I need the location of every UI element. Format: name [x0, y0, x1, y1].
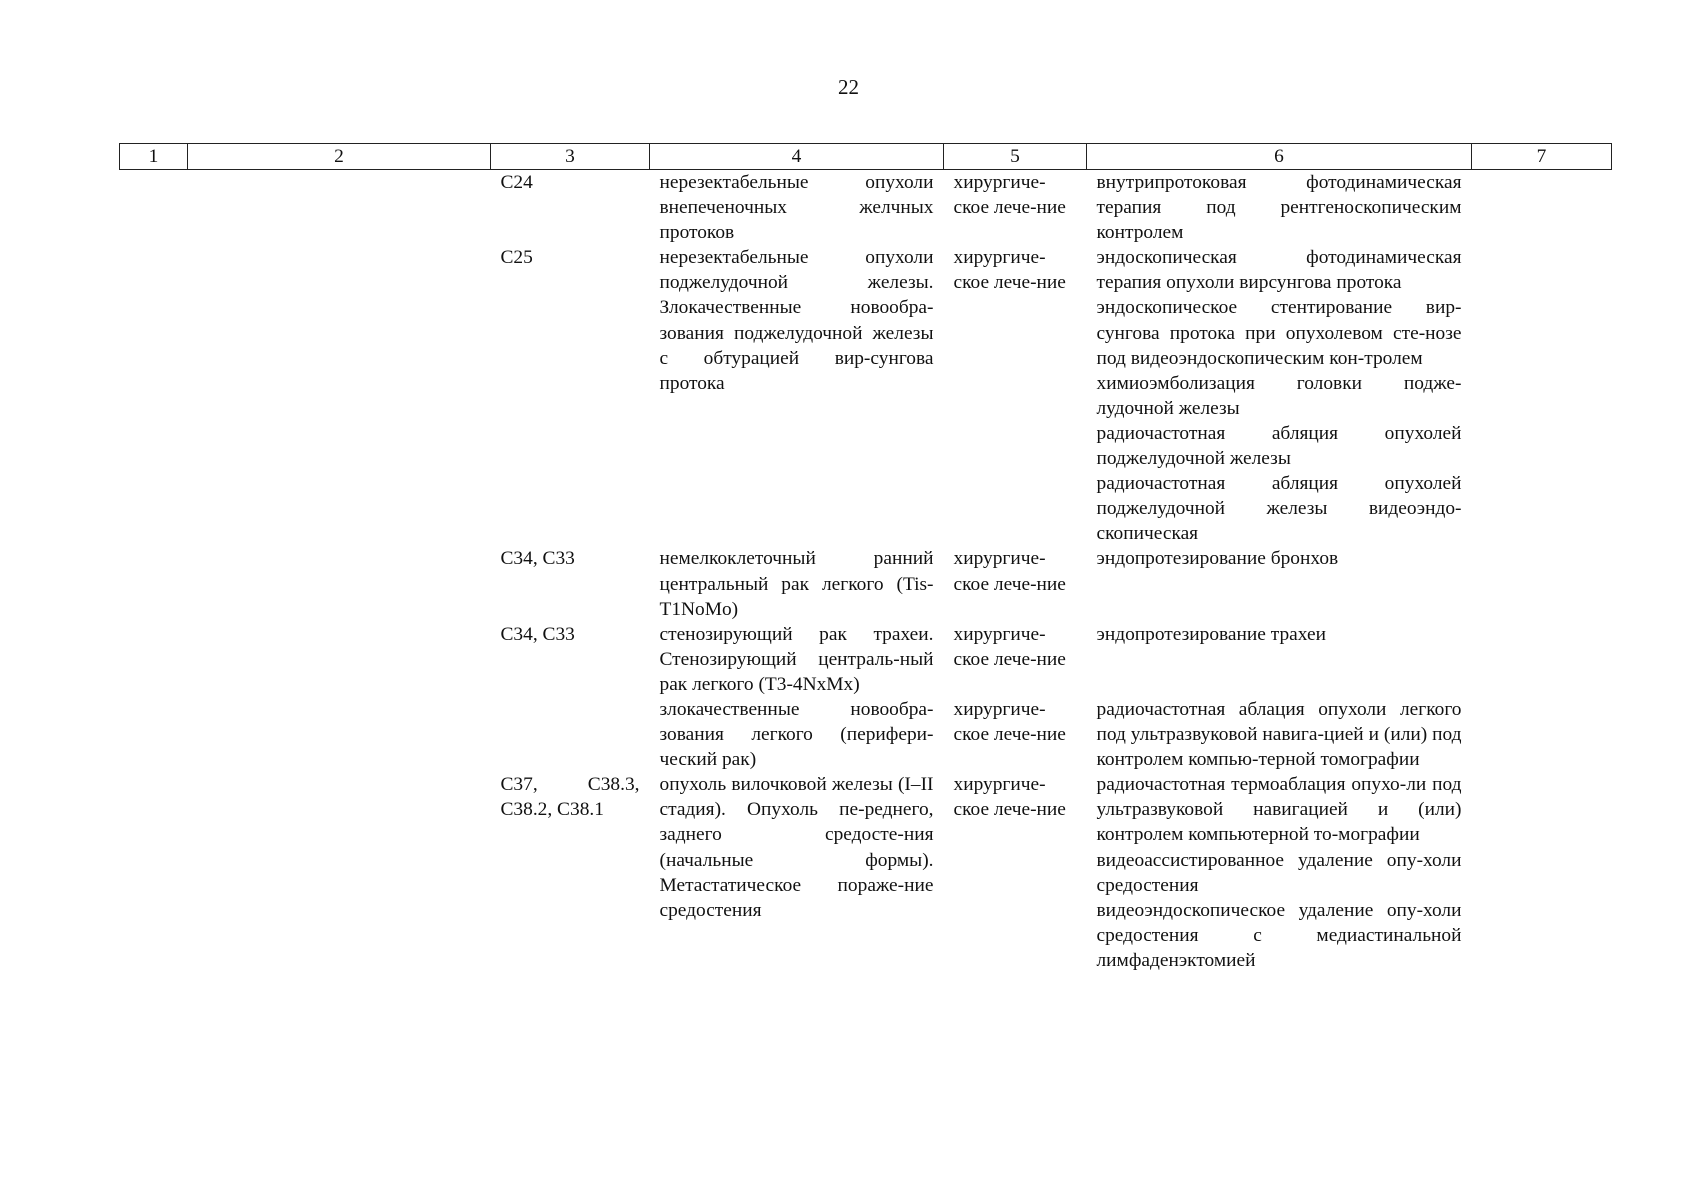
column-header-1: 1 [120, 144, 188, 170]
treatment-method-item: эндопротезирование бронхов [1096, 548, 1339, 570]
column-header-3: 3 [491, 144, 650, 170]
column-header-6: 6 [1087, 144, 1472, 170]
treatment-type-cell: хирургиче-ское лече-ние [953, 172, 1066, 219]
disease-model-cell: немелкоклеточный ранний центральный рак легкого (Tis-T1NoMo) [659, 548, 934, 620]
medical-procedures-table [119, 143, 1612, 973]
diagnosis-code-cell [491, 772, 650, 973]
table-row [120, 772, 1612, 973]
diagnosis-code-cell: С24 [500, 172, 533, 193]
treatment-method-cell [1087, 245, 1472, 546]
column-header-5: 5 [944, 144, 1087, 170]
treatment-method-item: эндоскопическое стентирование вир-сунгова протока при опухолевом сте-нозе под видеоэндоскопическим кон-тролем [1096, 297, 1462, 369]
diagnosis-code-cell: С34, С33 [500, 623, 575, 645]
diagnosis-code-cell [491, 697, 650, 772]
table-row [120, 622, 1612, 697]
table-row [120, 697, 1612, 772]
treatment-method-cell [1087, 697, 1472, 772]
diagnosis-code-cell: С34, С33 [500, 548, 575, 570]
treatment-method-cell [1087, 772, 1472, 973]
diagnosis-code: С37, [500, 774, 538, 796]
diagnosis-code-cell: С25 [500, 247, 533, 269]
disease-model-cell: нерезектабельные опухоли поджелудочной железы. Злокачественные новообра-зования поджелудочной железы с обтурацией вир-сунгова протока [659, 247, 934, 394]
treatment-method-cell [1087, 546, 1472, 621]
treatment-type-cell: хирургиче-ское лече-ние [953, 247, 1066, 294]
treatment-method-item: химиоэмболизация головки подже-лудочной железы [1096, 372, 1462, 419]
column-header-2: 2 [188, 144, 491, 170]
treatment-method-item: радиочастотная термоаблация опухо-ли под ультразвуковой навигацией и (или) контролем компьютерной то-мографии [1096, 774, 1462, 846]
column-header-4: 4 [650, 144, 944, 170]
treatment-type-cell: хирургиче-ское лече-ние [953, 698, 1066, 746]
treatment-method-item: радиочастотная абляция опухолей поджелудочной железы [1096, 422, 1462, 470]
treatment-method-item: видеоассистированное удаление опу-холи средостения [1096, 849, 1462, 896]
diagnosis-code: С38.3, [587, 774, 640, 796]
diagnosis-code: С38.2, С38.1 [500, 799, 604, 821]
treatment-method-item: радиочастотная абляция опухолей поджелудочной железы видеоэндо-скопическая [1096, 473, 1462, 545]
table-row [120, 170, 1612, 246]
treatment-type-cell: хирургиче-ское лече-ние [953, 623, 1066, 670]
table-header-row [120, 144, 1612, 170]
disease-model-cell: нерезектабельные опухоли внепеченочных желчных протоков [659, 172, 934, 244]
treatment-method-cell [1087, 622, 1472, 697]
table-row [120, 546, 1612, 621]
treatment-method-item: эндоскопическая фотодинамическая терапия опухоли вирсунгова протока [1096, 247, 1462, 294]
treatment-method-item: видеоэндоскопическое удаление опу-холи средостения с медиастинальной лимфаденэктомией [1096, 899, 1462, 971]
treatment-method-item: внутрипротоковая фотодинамическая терапия под рентгеноскопическим контролем [1096, 172, 1462, 244]
treatment-type-cell: хирургиче-ское лече-ние [953, 548, 1066, 595]
table-row [120, 245, 1612, 546]
treatment-method-cell [1087, 170, 1472, 246]
disease-model-cell: стенозирующий рак трахеи. Стенозирующий централь-ный рак легкого (T3-4NxMx) [659, 623, 934, 695]
treatment-method-item: эндопротезирование трахеи [1096, 623, 1326, 645]
column-header-7: 7 [1472, 144, 1612, 170]
disease-model-cell: опухоль вилочковой железы (I–II стадия). Опухоль пе-реднего, заднего средосте-ния (начальные формы). Метастатическое пораже-ние средостения [659, 774, 934, 921]
page-number: 22 [838, 75, 859, 99]
treatment-method-item: радиочастотная аблация опухоли легкого под ультразвуковой навига-цией и (или) под контролем компью-терной томографии [1096, 698, 1462, 771]
disease-model-cell: злокачественные новообра-зования легкого (перифери-ческий рак) [659, 698, 934, 771]
treatment-type-cell: хирургиче-ское лече-ние [953, 774, 1066, 821]
